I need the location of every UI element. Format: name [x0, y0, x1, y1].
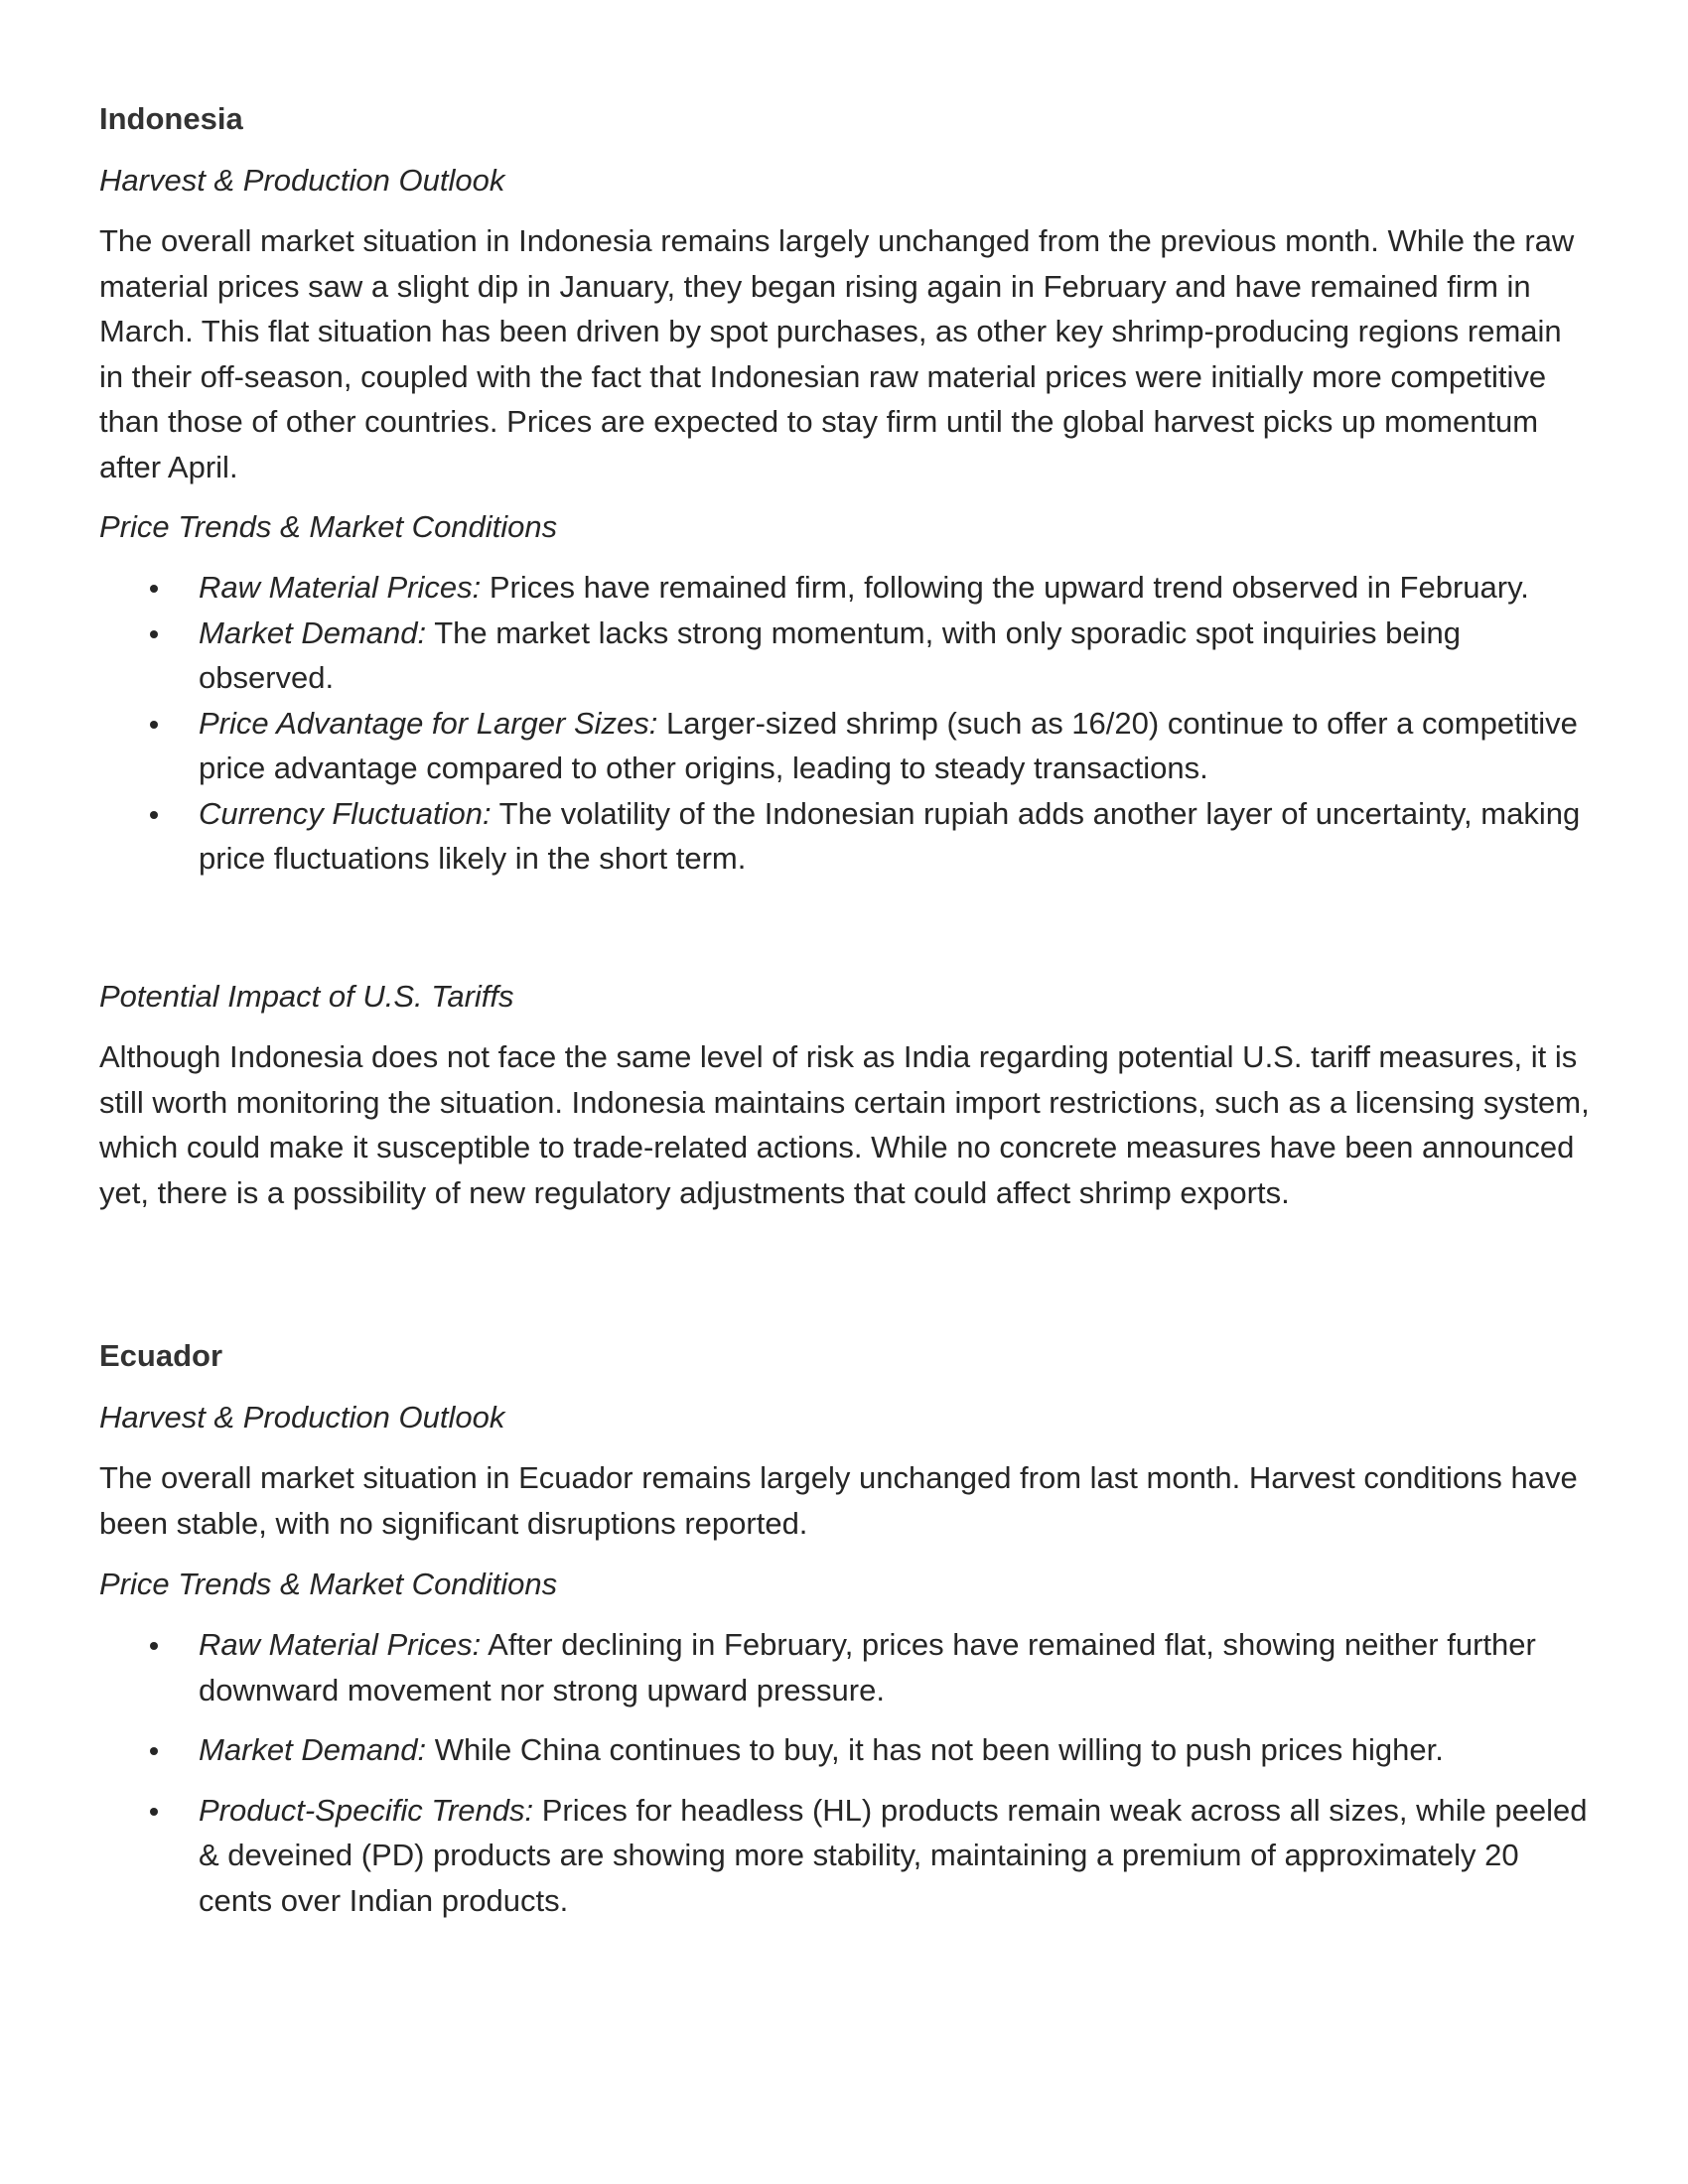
bullet-lead: Product-Specific Trends:: [199, 1792, 534, 1828]
bullet-icon: [150, 1808, 158, 1816]
list-item: [99, 1788, 1594, 1924]
bullet-icon: [150, 1747, 158, 1755]
bullet-list-ecuador: [99, 1622, 1594, 1923]
bullet-icon: [150, 811, 158, 819]
list-item: [99, 1622, 1594, 1712]
subheading-harvest-outlook: Harvest & Production Outlook: [99, 163, 505, 198]
bullet-text: The volatility of the Indonesian rupiah adds another layer of uncertainty, making price fluctuations likely in the short term.: [199, 795, 1581, 876]
subheading-harvest-outlook: Harvest & Production Outlook: [99, 1400, 505, 1434]
bullet-lead: Market Demand:: [199, 1732, 427, 1767]
bullet-lead: Raw Material Prices:: [199, 570, 482, 605]
subheading-price-trends: Price Trends & Market Conditions: [99, 1567, 558, 1601]
bullet-text: Larger-sized shrimp (such as 16/20) continue to offer a competitive price advantage compared to other origins, leading to steady transactions.: [199, 705, 1578, 785]
bullet-icon: [150, 630, 158, 638]
subheading-tariff-impact: Potential Impact of U.S. Tariffs: [99, 979, 514, 1014]
paragraph-harvest-outlook: The overall market situation in Ecuador remains largely unchanged from last month. Harvest conditions have been stable, with no significant disruptions reported.: [99, 1460, 1578, 1541]
bullet-text: Prices have remained firm, following the upward trend observed in February.: [481, 570, 1529, 605]
bullet-icon: [150, 1642, 158, 1650]
bullet-icon: [150, 585, 158, 593]
paragraph-tariff-impact: Although Indonesia does not face the same level of risk as India regarding potential U.S. tariff measures, it is still worth monitoring the situation. Indonesia maintains certain import restrictions, such as a licensing system, which could make it susceptible to trade-related actions. While no concrete measures have been announced yet, there is a possibility of new regulatory adjustments that could affect shrimp exports.: [99, 1039, 1590, 1210]
list-item: [99, 791, 1594, 882]
paragraph-harvest-outlook: The overall market situation in Indonesia remains largely unchanged from the previous month. While the raw material prices saw a slight dip in January, they began rising again in February and have remained firm in March. This flat situation has been driven by spot purchases, as other key shrimp-producing regions remain in their off-season, coupled with the fact that Indonesian raw material prices were initially more competitive than those of other countries. Prices are expected to stay firm until the global harvest picks up momentum after April.: [99, 223, 1575, 484]
bullet-text: The market lacks strong momentum, with only sporadic spot inquiries being observed.: [199, 614, 1461, 695]
bullet-text: Prices for headless (HL) products remain weak across all sizes, while peeled & deveined (PD) products are showing more stability, maintaining a premium of approximately 20 cents over Indian products.: [199, 1792, 1588, 1918]
list-item: [99, 611, 1594, 701]
section-title-indonesia: Indonesia: [99, 101, 243, 136]
bullet-lead: Raw Material Prices:: [199, 1627, 482, 1662]
bullet-text: After declining in February, prices have remained flat, showing neither further downward movement nor strong upward pressure.: [199, 1627, 1536, 1707]
bullet-list-indonesia: [99, 565, 1594, 882]
bullet-text: While China continues to buy, it has not been willing to push prices higher.: [426, 1732, 1444, 1767]
bullet-lead: Price Advantage for Larger Sizes:: [199, 705, 658, 741]
bullet-lead: Market Demand:: [199, 614, 427, 650]
bullet-icon: [150, 721, 158, 729]
list-item: [99, 1727, 1594, 1773]
subheading-price-trends: Price Trends & Market Conditions: [99, 509, 558, 544]
section-title-ecuador: Ecuador: [99, 1338, 223, 1373]
bullet-lead: Currency Fluctuation:: [199, 795, 492, 831]
list-item: [99, 701, 1594, 791]
list-item: [99, 565, 1594, 611]
